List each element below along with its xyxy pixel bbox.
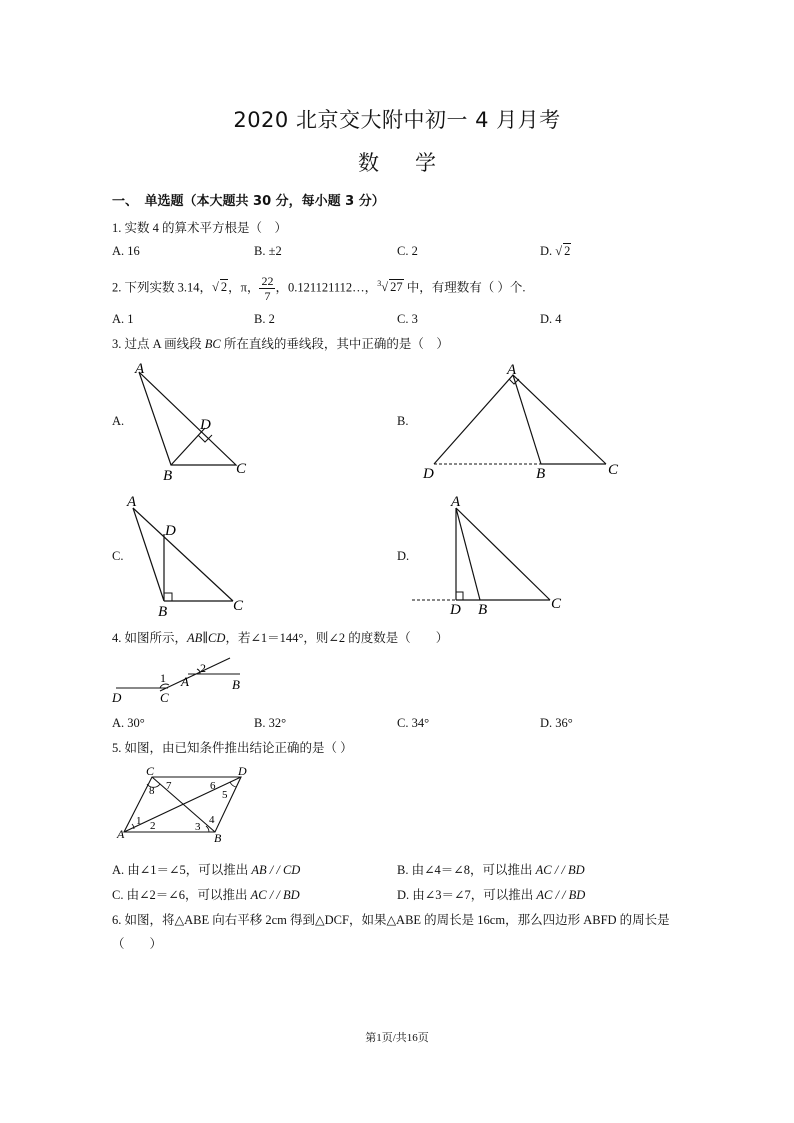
angle-4-label: 4 (209, 814, 215, 826)
fraction: $\frac{22}{7}$ (261, 274, 274, 303)
sqrt-symbol: √ 2 (212, 280, 228, 295)
q1-stem: 1. 实数 4 的算术平方根是（ ） (112, 221, 288, 235)
subject-char-1: 数 (358, 151, 379, 175)
q3-label-a: A. (112, 414, 125, 428)
q5-figure (112, 760, 262, 845)
label-D: D (200, 417, 211, 433)
label-C: C (236, 461, 247, 477)
q2-option-a: A. 1 (112, 312, 134, 326)
label-B: B (232, 677, 240, 692)
q3-label-c: C. (112, 549, 124, 563)
label-A: A (117, 827, 125, 841)
label-D: D (238, 764, 247, 778)
subject-char-2: 学 (415, 151, 436, 175)
label-A: A (181, 674, 189, 689)
label-D: D (165, 523, 176, 539)
angle-8-label: 8 (149, 785, 155, 797)
q4-option-b: B. 32° (254, 716, 287, 730)
q6-paren: （ ） (112, 937, 163, 951)
angle-2-label: 2 (200, 661, 206, 675)
cube-root-symbol: √ 27 (381, 280, 403, 295)
q3-figure-c (120, 490, 260, 620)
q4-figure (108, 655, 258, 705)
q2-option-c: C. 3 (397, 312, 418, 326)
label-B: B (158, 604, 168, 620)
q3-figure-b (415, 358, 630, 483)
sqrt-symbol: √ 2 (555, 244, 571, 258)
q2-option-d: D. 4 (540, 312, 562, 326)
q4-option-d: D. 36° (540, 716, 573, 730)
q4-option-c: C. 34° (397, 716, 430, 730)
q1-option-a: A. 16 (112, 244, 140, 258)
label-B: B (536, 466, 546, 482)
q4-stem: 4. 如图所示，AB∥CD，若∠1＝144°，则∠2 的度数是（ ） (112, 631, 449, 645)
label-C: C (160, 690, 169, 705)
label-B: B (478, 602, 488, 618)
section-heading: 一、 单选题（本大题共 30 分，每小题 3 分） (112, 194, 385, 209)
angle-1-label: 1 (136, 815, 142, 827)
angle-2-label: 2 (150, 820, 156, 832)
q5-option-b: B. 由∠4＝∠8，可以推出 AC / / BD (397, 863, 585, 877)
q5-option-c: C. 由∠2＝∠6，可以推出 AC / / BD (112, 888, 300, 902)
page-title: 2020 北京交大附中初一 4 月月考 (233, 108, 561, 132)
q3-label-b: B. (397, 414, 409, 428)
q5-stem: 5. 如图，由已知条件推出结论正确的是（ ） (112, 741, 353, 755)
label-A: A (135, 361, 145, 377)
q5-option-a: A. 由∠1＝∠5，可以推出 AB / / CD (112, 863, 301, 877)
q3-figure-d (410, 490, 580, 620)
label-B: B (163, 468, 173, 484)
label-C: C (608, 462, 619, 478)
label-A: A (451, 494, 461, 510)
angle-6-label: 6 (210, 780, 216, 792)
q3-label-d: D. (397, 549, 410, 563)
label-D: D (112, 690, 122, 705)
q6-stem: 6. 如图，将△ABE 向右平移 2cm 得到△DCF，如果△ABE 的周长是 16cm，那么四边形 ABFD 的周长是 (112, 913, 670, 927)
label-D: D (450, 602, 461, 618)
subject-title (0, 147, 794, 177)
q3-figure-a (125, 355, 265, 485)
label-A: A (127, 494, 137, 510)
label-B: B (214, 831, 222, 845)
page-footer: 第1页/共16页 (365, 1032, 429, 1044)
angle-7-label: 7 (166, 780, 172, 792)
q5-option-d: D. 由∠3＝∠7，可以推出 AC / / BD (397, 888, 586, 902)
label-A: A (507, 362, 517, 378)
q2-stem: 2. 下列实数 3.14，√ 2，π， $\frac{22}{7}$ ，0.121121112…，$^3$√ 27 中，有理数有（ ）个. (112, 274, 526, 303)
q1-option-c: C. 2 (397, 244, 418, 258)
q1-option-d: D. √ 2 (540, 244, 571, 258)
q2-option-b: B. 2 (254, 312, 275, 326)
angle-3-label: 3 (195, 821, 201, 833)
label-C: C (551, 596, 562, 612)
label-C: C (233, 598, 244, 614)
q1-option-b: B. ±2 (254, 244, 282, 258)
q4-option-a: A. 30° (112, 716, 145, 730)
q3-stem: 3. 过点 A 画线段 BC 所在直线的垂线段，其中正确的是（ ） (112, 337, 449, 351)
angle-5-label: 5 (222, 789, 228, 801)
label-C: C (146, 764, 155, 778)
label-D: D (423, 466, 434, 482)
angle-1-label: 1 (160, 671, 166, 685)
